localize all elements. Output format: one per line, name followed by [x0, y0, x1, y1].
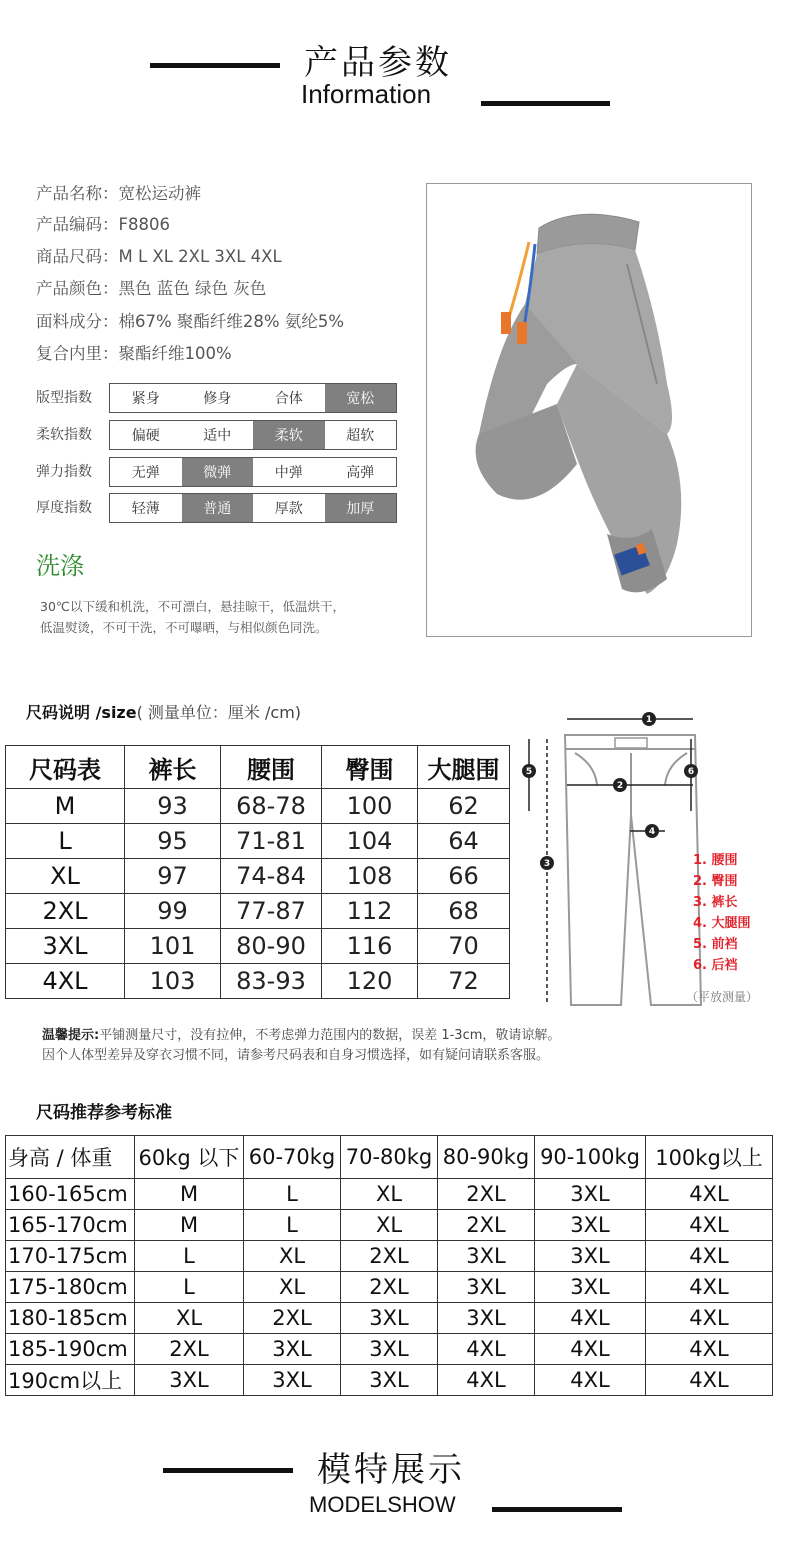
cell: 2XL: [244, 1303, 341, 1334]
index-option: 适中: [203, 428, 232, 444]
cell: 3XL: [341, 1303, 438, 1334]
flat-measure-note: （平放测量）: [686, 990, 759, 1004]
header-cell: 大腿围: [418, 746, 510, 789]
header-cell: 100kg以上: [646, 1136, 773, 1179]
header-cell: 70-80kg: [341, 1136, 438, 1179]
cell: 2XL: [341, 1272, 438, 1303]
footer-title-en: MODELSHOW: [309, 1492, 456, 1517]
wash-instructions: [40, 596, 345, 638]
cell: 3XL: [135, 1365, 244, 1396]
cell: L: [135, 1272, 244, 1303]
cell: 97: [125, 859, 221, 894]
cell: 62: [418, 789, 510, 824]
table-row: [6, 859, 510, 894]
cell: 185-190cm: [6, 1334, 135, 1365]
index-option: 无弹: [131, 465, 160, 481]
cell: 71-81: [221, 824, 322, 859]
index-scale: [109, 457, 397, 487]
size-section-title: [26, 700, 301, 723]
cell: 4XL: [535, 1303, 646, 1334]
table-row: [6, 964, 510, 999]
index-option-selected: 柔软: [253, 421, 325, 449]
index-option-selected: 普通: [182, 494, 254, 522]
cell: 175-180cm: [6, 1272, 135, 1303]
tip-label: 温馨提示:: [42, 1028, 100, 1043]
cell: 4XL: [535, 1334, 646, 1365]
wash-line: 30℃以下缓和机洗，不可漂白，悬挂晾干，低温烘干，: [40, 599, 345, 614]
footer-rule-right: [492, 1507, 622, 1512]
index-label: 版型指数: [36, 390, 92, 406]
cell: XL: [341, 1210, 438, 1241]
cell: 4XL: [438, 1365, 535, 1396]
recommend-title: 尺码推荐参考标准: [36, 1103, 172, 1123]
index-option-selected: 微弹: [182, 458, 254, 486]
cell: 3XL: [244, 1334, 341, 1365]
cell: 2XL: [135, 1334, 244, 1365]
cell: 4XL: [646, 1365, 773, 1396]
marker-5: 5: [525, 767, 533, 777]
cell: 103: [125, 964, 221, 999]
cell: L: [6, 824, 125, 859]
index-option: 高弹: [346, 465, 375, 481]
info-fabric: 面料成分：棉67% 聚酯纤维28% 氨纶5%: [36, 312, 345, 331]
table-row: [6, 1179, 773, 1210]
cell: M: [135, 1179, 244, 1210]
cell: 165-170cm: [6, 1210, 135, 1241]
cell: XL: [135, 1303, 244, 1334]
index-option: 合体: [274, 391, 303, 407]
cell: M: [6, 789, 125, 824]
header-title-cn: 产品参数: [304, 43, 452, 83]
header-cell: 90-100kg: [535, 1136, 646, 1179]
table-row: [6, 1303, 773, 1334]
table-row: [6, 789, 510, 824]
table-row: [6, 894, 510, 929]
info-sizes: 商品尺码：M L XL 2XL 3XL 4XL: [36, 247, 282, 266]
table-row: [6, 1272, 773, 1303]
cell: 4XL: [438, 1334, 535, 1365]
table-row: [6, 929, 510, 964]
cell: 3XL: [438, 1272, 535, 1303]
size-table: [5, 745, 510, 999]
cell: 2XL: [6, 894, 125, 929]
cell: 3XL: [535, 1272, 646, 1303]
index-scale: [109, 383, 397, 413]
cell: 83-93: [221, 964, 322, 999]
cell: 95: [125, 824, 221, 859]
cell: XL: [341, 1179, 438, 1210]
cell: 112: [322, 894, 418, 929]
index-option: 紧身: [131, 391, 160, 407]
cell: 104: [322, 824, 418, 859]
cell: 93: [125, 789, 221, 824]
table-row: [6, 824, 510, 859]
tip-line: 因个人体型差异及穿衣习惯不同，请参考尺码表和自身习惯选择，如有疑问请联系客服。: [42, 1048, 550, 1063]
cell: 4XL: [6, 964, 125, 999]
marker-6: 6: [687, 767, 695, 777]
measurement-tip: [42, 1026, 560, 1066]
wash-line: 低温熨烫，不可干洗，不可曝晒，与相似颜色同洗。: [40, 620, 328, 635]
index-scale: [109, 420, 397, 450]
info-lining: 复合内里：聚酯纤维100%: [36, 344, 232, 363]
product-photo: [426, 183, 752, 637]
header-cell: 80-90kg: [438, 1136, 535, 1179]
cell: 4XL: [646, 1334, 773, 1365]
marker-2: 2: [616, 781, 624, 791]
cell: 70: [418, 929, 510, 964]
marker-3: 3: [543, 859, 551, 869]
header-rule-right: [481, 101, 610, 106]
index-option: 偏硬: [131, 428, 160, 444]
info-code: 产品编码：F8806: [36, 215, 170, 234]
cell: 160-165cm: [6, 1179, 135, 1210]
cell: 64: [418, 824, 510, 859]
legend-item: 2. 臀围: [693, 874, 738, 889]
index-label: 弹力指数: [36, 464, 92, 480]
wash-title: 洗涤: [36, 552, 84, 580]
cell: 100: [322, 789, 418, 824]
cell: L: [135, 1241, 244, 1272]
legend-item: 1. 腰围: [693, 853, 738, 868]
tip-text: 平铺测量尺寸，没有拉伸，不考虑弹力范围内的数据，误差 1-3cm，敬请谅解。: [99, 1028, 561, 1043]
cell: 3XL: [341, 1334, 438, 1365]
index-option: 轻薄: [131, 501, 160, 517]
info-name: 产品名称：宽松运动裤: [36, 184, 201, 203]
header-rule-left: [150, 63, 280, 68]
cell: 101: [125, 929, 221, 964]
cell: 3XL: [535, 1210, 646, 1241]
cell: 77-87: [221, 894, 322, 929]
cell: 4XL: [646, 1303, 773, 1334]
index-option: 厚款: [274, 501, 303, 517]
recommend-table: [5, 1135, 773, 1396]
info-colors: 产品颜色：黑色 蓝色 绿色 灰色: [36, 279, 267, 298]
cell: 2XL: [341, 1241, 438, 1272]
recommend-header: [6, 1136, 773, 1179]
marker-4: 4: [648, 827, 656, 837]
cell: 4XL: [646, 1241, 773, 1272]
tip-line: [42, 1026, 560, 1046]
index-label: 柔软指数: [36, 427, 92, 443]
cell: 190cm以上: [6, 1365, 135, 1396]
index-option-selected: 加厚: [325, 494, 397, 522]
header-cell: 身高 / 体重: [6, 1136, 135, 1179]
size-title-unit: ( 测量单位：厘米 /cm): [136, 703, 302, 722]
cell: 68-78: [221, 789, 322, 824]
index-label: 厚度指数: [36, 500, 92, 516]
index-option-selected: 宽松: [325, 384, 397, 412]
table-row: [6, 1334, 773, 1365]
cell: 4XL: [646, 1179, 773, 1210]
size-title-bold: 尺码说明 /size: [26, 703, 137, 722]
cell: XL: [244, 1241, 341, 1272]
table-row: [6, 1241, 773, 1272]
index-scale: [109, 493, 397, 523]
header-cell: 腰围: [221, 746, 322, 789]
cell: XL: [6, 859, 125, 894]
cell: 3XL: [244, 1365, 341, 1396]
cell: 3XL: [535, 1179, 646, 1210]
cell: 74-84: [221, 859, 322, 894]
size-table-header: [6, 746, 510, 789]
cell: 3XL: [341, 1365, 438, 1396]
index-option: 超软: [346, 428, 375, 444]
cell: 120: [322, 964, 418, 999]
cell: 4XL: [646, 1272, 773, 1303]
cell: 72: [418, 964, 510, 999]
cell: 180-185cm: [6, 1303, 135, 1334]
header-cell: 尺码表: [6, 746, 125, 789]
measurement-legend: [693, 850, 751, 976]
cell: 3XL: [535, 1241, 646, 1272]
cell: L: [244, 1179, 341, 1210]
cell: 3XL: [438, 1303, 535, 1334]
legend-item: 3. 裤长: [693, 895, 738, 910]
cell: 66: [418, 859, 510, 894]
legend-item: 6. 后裆: [693, 958, 738, 973]
header-cell: 裤长: [125, 746, 221, 789]
cell: 116: [322, 929, 418, 964]
cell: 4XL: [646, 1210, 773, 1241]
cell: XL: [244, 1272, 341, 1303]
header-cell: 臀围: [322, 746, 418, 789]
cell: 2XL: [438, 1210, 535, 1241]
cell: 2XL: [438, 1179, 535, 1210]
table-row: [6, 1210, 773, 1241]
cell: 3XL: [6, 929, 125, 964]
cell: 170-175cm: [6, 1241, 135, 1272]
table-row: [6, 1365, 773, 1396]
footer-title-cn: 模特展示: [317, 1450, 465, 1490]
cell: 108: [322, 859, 418, 894]
cell: 4XL: [535, 1365, 646, 1396]
index-option: 中弹: [274, 465, 303, 481]
header-cell: 60-70kg: [244, 1136, 341, 1179]
legend-item: 4. 大腿围: [693, 916, 751, 931]
cell: 99: [125, 894, 221, 929]
footer-rule-left: [163, 1468, 293, 1473]
header-title-en: Information: [301, 79, 432, 109]
cell: 80-90: [221, 929, 322, 964]
cell: L: [244, 1210, 341, 1241]
header-cell: 60kg 以下: [135, 1136, 244, 1179]
index-option: 修身: [203, 391, 232, 407]
cell: 68: [418, 894, 510, 929]
marker-1: 1: [645, 715, 653, 725]
cell: M: [135, 1210, 244, 1241]
cell: 3XL: [438, 1241, 535, 1272]
pants-illustration: [427, 184, 751, 636]
legend-item: 5. 前裆: [693, 937, 738, 952]
